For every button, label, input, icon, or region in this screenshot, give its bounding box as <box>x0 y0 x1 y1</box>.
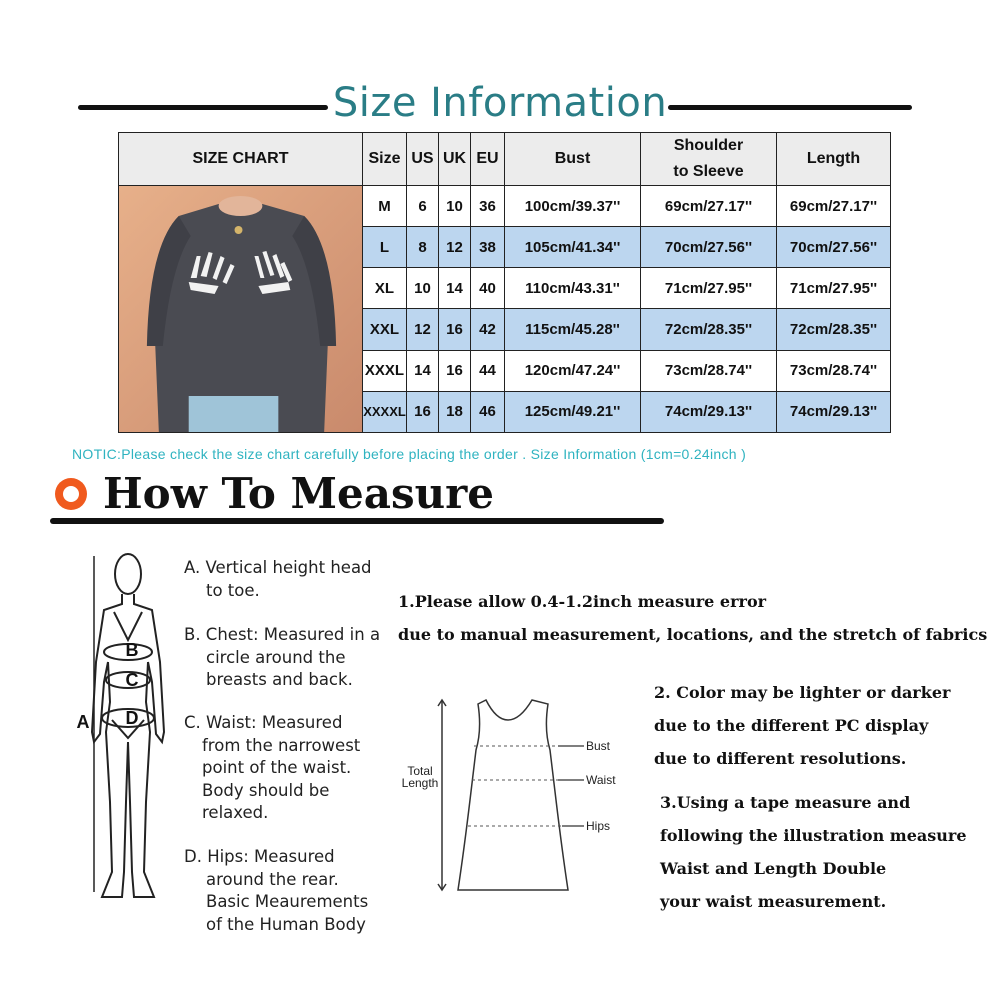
cell-length: 72cm/28.35'' <box>777 309 891 350</box>
cell-bust: 105cm/41.34'' <box>505 227 641 268</box>
title-rule-right <box>668 105 912 110</box>
cell-shoulder-to-sleeve: 73cm/28.74'' <box>641 350 777 391</box>
table-row <box>119 186 891 227</box>
dress-label-hips: Hips <box>586 819 611 833</box>
cell-eu: 40 <box>471 268 505 309</box>
cell-us: 16 <box>407 391 439 432</box>
measure-item-b: B. Chest: Measured in a circle around the breasts and back. <box>184 625 381 689</box>
product-photo-cell <box>119 186 363 433</box>
cell-bust: 110cm/43.31'' <box>505 268 641 309</box>
sweatshirt-product-image <box>119 186 362 432</box>
cell-size: M <box>363 186 407 227</box>
cell-size: XXL <box>363 309 407 350</box>
column-header-uk: UK <box>439 133 471 186</box>
cell-length: 73cm/28.74'' <box>777 350 891 391</box>
cell-uk: 14 <box>439 268 471 309</box>
column-header-length: Length <box>777 133 891 186</box>
cell-uk: 16 <box>439 350 471 391</box>
cell-us: 8 <box>407 227 439 268</box>
figure-label-a: A <box>76 712 90 732</box>
dress-measurement-diagram <box>398 690 638 900</box>
body-measurement-diagram <box>72 552 182 922</box>
cell-bust: 100cm/39.37'' <box>505 186 641 227</box>
cell-shoulder-to-sleeve: 71cm/27.95'' <box>641 268 777 309</box>
cell-length: 70cm/27.56'' <box>777 227 891 268</box>
cell-uk: 12 <box>439 227 471 268</box>
dress-label-total: Total <box>407 764 433 778</box>
column-header-bust: Bust <box>505 133 641 186</box>
dress-label-length: Length <box>401 776 439 790</box>
note-tape-measure: 3.Using a tape measure and following the illustration measure Waist and Length Double your waist measurement. <box>660 793 967 911</box>
cell-eu: 42 <box>471 309 505 350</box>
column-header-size: Size <box>363 133 407 186</box>
how-to-measure-rule <box>50 518 664 524</box>
cell-bust: 120cm/47.24'' <box>505 350 641 391</box>
note-color-difference: 2. Color may be lighter or darker due to the different PC display due to different resolutions. <box>654 683 951 768</box>
dress-label-waist: Waist <box>586 773 616 787</box>
figure-label-d: D <box>125 708 139 728</box>
cell-uk: 16 <box>439 309 471 350</box>
measure-item-d: D. Hips: Measured around the rear. Basic Meaurements of the Human Body <box>184 847 369 934</box>
size-notice: NOTIC:Please check the size chart carefully before placing the order . Size Information (1cm=0.24inch ) <box>72 446 747 462</box>
cell-bust: 125cm/49.21'' <box>505 391 641 432</box>
column-header-size-chart: SIZE CHART <box>119 133 363 186</box>
cell-size: XXXL <box>363 350 407 391</box>
measure-item-a: A. Vertical height head to toe. <box>184 558 372 600</box>
measure-item-c: C. Waist: Measured from the narrowest point of the waist. Body should be relaxed. <box>184 713 361 822</box>
cell-length: 69cm/27.17'' <box>777 186 891 227</box>
cell-bust: 115cm/45.28'' <box>505 309 641 350</box>
cell-us: 6 <box>407 186 439 227</box>
cell-length: 71cm/27.95'' <box>777 268 891 309</box>
size-information-header <box>78 78 912 128</box>
cell-shoulder-to-sleeve: 70cm/27.56'' <box>641 227 777 268</box>
cell-eu: 36 <box>471 186 505 227</box>
cell-shoulder-to-sleeve: 72cm/28.35'' <box>641 309 777 350</box>
cell-us: 12 <box>407 309 439 350</box>
size-chart-table <box>118 132 891 433</box>
target-circle-icon <box>53 476 89 512</box>
cell-eu: 46 <box>471 391 505 432</box>
cell-size: XL <box>363 268 407 309</box>
cell-shoulder-to-sleeve: 74cm/29.13'' <box>641 391 777 432</box>
column-header-shoulder-to-sleeve: Shoulder to Sleeve <box>641 133 777 186</box>
cell-uk: 10 <box>439 186 471 227</box>
cell-us: 10 <box>407 268 439 309</box>
note-measure-error: 1.Please allow 0.4-1.2inch measure error due to manual measurement, locations, and the stretch of fabrics <box>398 592 988 644</box>
cell-size: L <box>363 227 407 268</box>
column-header-eu: EU <box>471 133 505 186</box>
column-header-us: US <box>407 133 439 186</box>
cell-shoulder-to-sleeve: 69cm/27.17'' <box>641 186 777 227</box>
figure-label-b: B <box>125 640 139 660</box>
cell-length: 74cm/29.13'' <box>777 391 891 432</box>
cell-eu: 44 <box>471 350 505 391</box>
dress-label-bust: Bust <box>586 739 611 753</box>
cell-us: 14 <box>407 350 439 391</box>
cell-eu: 38 <box>471 227 505 268</box>
table-header-row <box>119 133 891 186</box>
how-to-measure-title: How To Measure <box>103 469 495 518</box>
cell-uk: 18 <box>439 391 471 432</box>
page-title: Size Information <box>332 80 668 126</box>
title-rule-left <box>78 105 328 110</box>
cell-size: XXXXL <box>363 391 407 432</box>
figure-label-c: C <box>125 670 139 690</box>
